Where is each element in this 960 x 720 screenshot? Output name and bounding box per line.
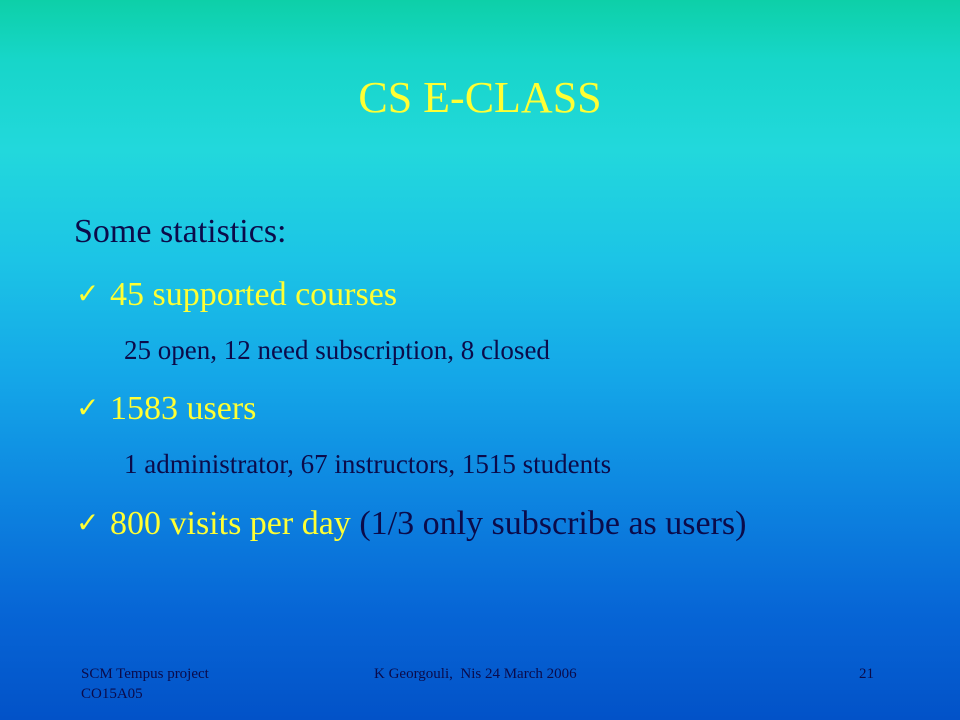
page-number: 21 (859, 666, 874, 682)
users-detail: 1 administrator, 67 instructors, 1515 students (124, 449, 612, 479)
bullet-users-text: 1583 users (110, 390, 257, 427)
bullet-courses-text: 45 supported courses (110, 276, 398, 313)
bullet-visits-note: (1/3 only subscribe as users) (350, 505, 747, 542)
checkmark-icon: ✓ (76, 391, 100, 424)
slide-title: CS E-CLASS (358, 73, 602, 122)
statistics-heading: Some statistics: (74, 213, 287, 250)
bullet-visits (76, 503, 746, 544)
footer-project (81, 664, 209, 704)
checkmark-icon: ✓ (76, 506, 100, 539)
bullet-users (76, 388, 256, 429)
footer-author-date: K Georgouli, Nis 24 March 2006 (374, 666, 577, 682)
checkmark-icon: ✓ (76, 277, 100, 310)
bullet-courses (76, 274, 397, 315)
footer-project-line1: SCM Tempus project (81, 666, 209, 682)
bullet-visits-text: 800 visits per day (110, 505, 351, 542)
courses-detail: 25 open, 12 need subscription, 8 closed (124, 335, 550, 365)
footer-project-line2: CO15A05 (81, 686, 143, 702)
